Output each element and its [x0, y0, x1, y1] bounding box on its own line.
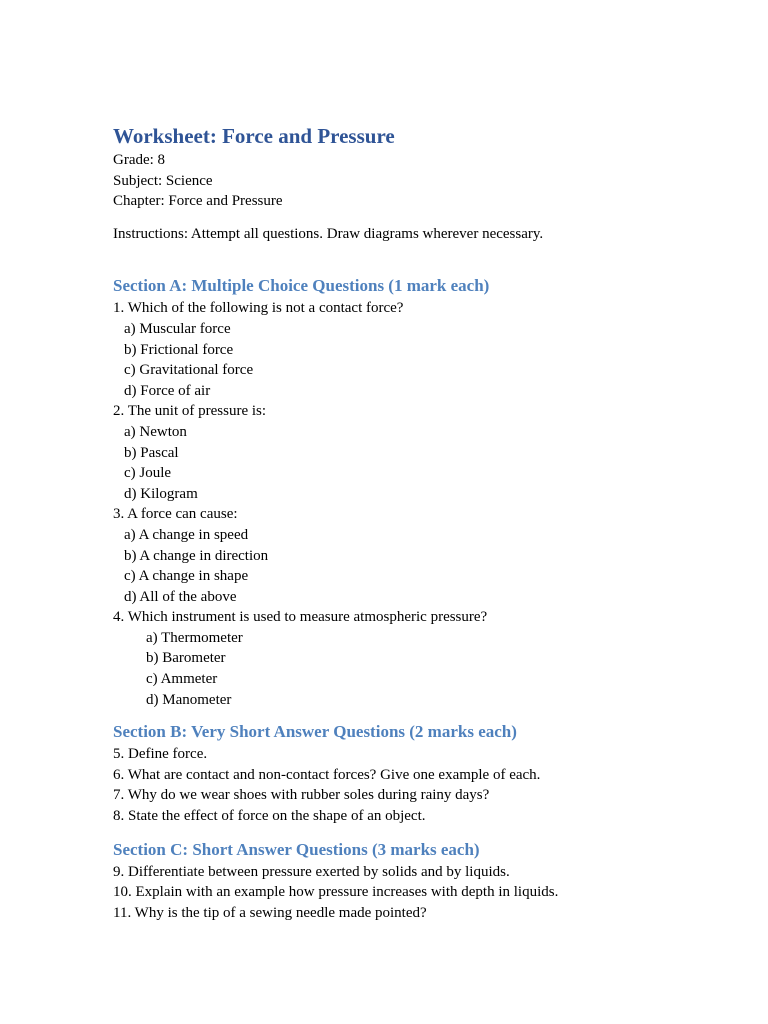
- question-2: [113, 401, 733, 504]
- section-a-heading: Section A: Multiple Choice Questions (1 mark each): [113, 276, 490, 296]
- question-1: [113, 298, 733, 401]
- option-a: a) Newton: [124, 423, 187, 440]
- subject-line: Subject: Science: [113, 172, 213, 189]
- grade-line: Grade: 8: [113, 152, 166, 168]
- question-8: 8. State the effect of force on the shape of an object.: [113, 808, 426, 825]
- option-b: b) A change in direction: [124, 547, 269, 564]
- question-5: 5. Define force.: [113, 746, 208, 763]
- question-text: 2. The unit of pressure is:: [113, 403, 267, 420]
- question-text: 1. Which of the following is not a contact force?: [113, 300, 404, 317]
- instructions-line: Instructions: Attempt all questions. Draw diagrams wherever necessary.: [113, 225, 544, 242]
- option-d: d) All of the above: [124, 588, 237, 605]
- option-c: c) Joule: [124, 465, 172, 482]
- question-4: [113, 607, 733, 710]
- question-11: 11. Why is the tip of a sewing needle made pointed?: [113, 904, 427, 921]
- question-text: 4. Which instrument is used to measure atmospheric pressure?: [113, 609, 488, 626]
- question-10: 10. Explain with an example how pressure increases with depth in liquids.: [113, 884, 559, 901]
- option-a: a) Thermometer: [146, 629, 243, 646]
- question-text: 3. A force can cause:: [113, 506, 238, 523]
- chapter-line: Chapter: Force and Pressure: [113, 193, 283, 210]
- section-b-heading: Section B: Very Short Answer Questions (2 marks each): [113, 722, 517, 742]
- option-a: a) A change in speed: [124, 526, 249, 543]
- section-c-heading: Section C: Short Answer Questions (3 marks each): [113, 839, 480, 859]
- worksheet-title: Worksheet: Force and Pressure: [113, 124, 395, 148]
- option-b: b) Pascal: [124, 444, 179, 461]
- option-c: c) A change in shape: [124, 568, 249, 585]
- question-7: 7. Why do we wear shoes with rubber soles during rainy days?: [113, 787, 490, 804]
- question-3: [113, 504, 733, 607]
- option-c: c) Gravitational force: [124, 362, 254, 379]
- option-b: b) Frictional force: [124, 341, 234, 358]
- option-d: d) Kilogram: [124, 485, 198, 502]
- question-6: 6. What are contact and non-contact forces? Give one example of each.: [113, 766, 541, 783]
- worksheet-page: [113, 122, 733, 923]
- option-d: d) Manometer: [146, 691, 232, 708]
- option-c: c) Ammeter: [146, 671, 218, 688]
- question-9: 9. Differentiate between pressure exerted by solids and by liquids.: [113, 863, 510, 880]
- option-b: b) Barometer: [146, 650, 226, 667]
- option-d: d) Force of air: [124, 382, 211, 399]
- option-a: a) Muscular force: [124, 320, 231, 337]
